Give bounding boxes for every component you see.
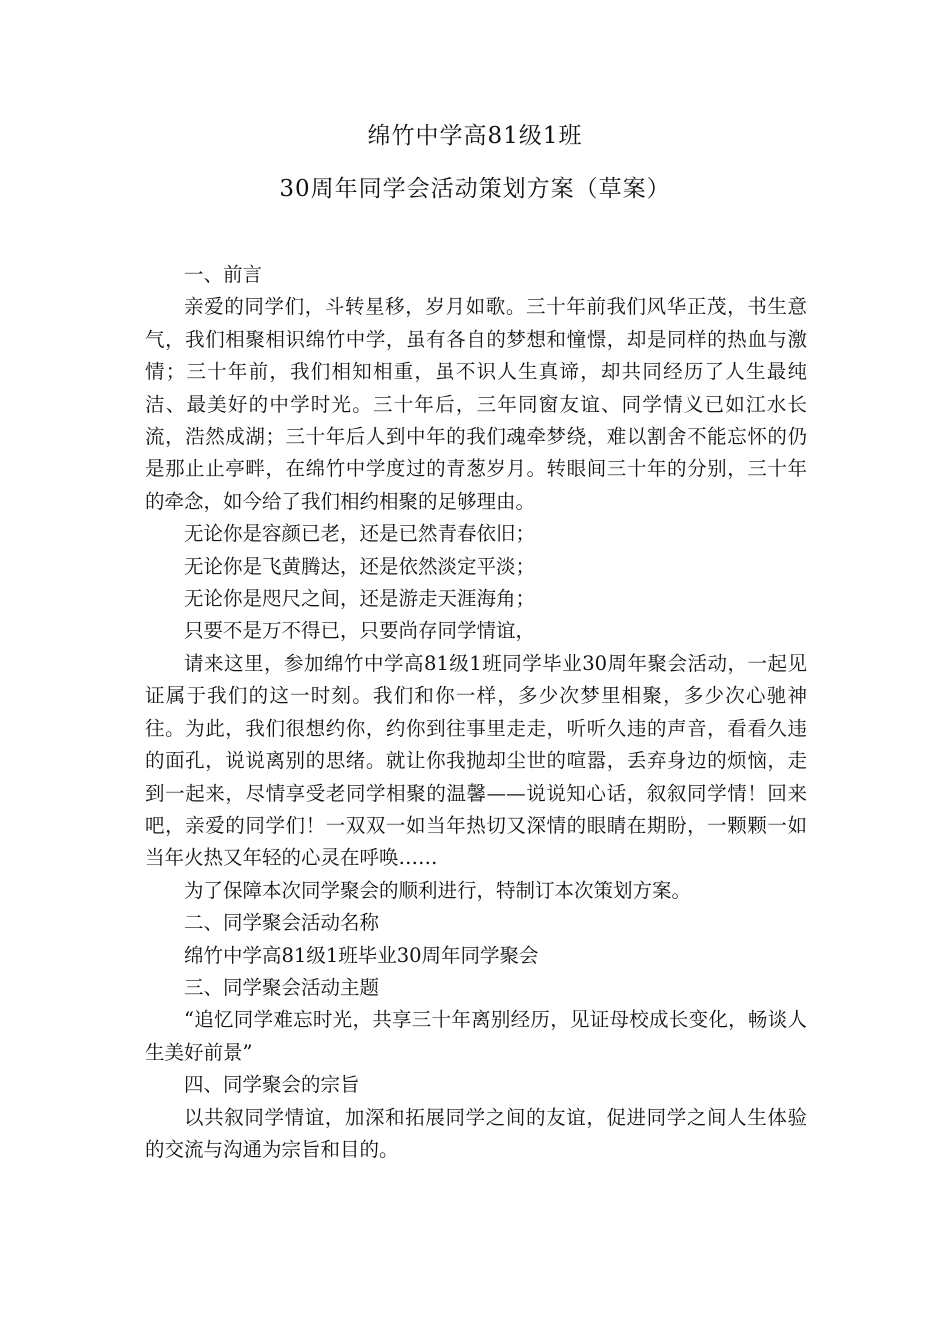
preface-paragraph: 亲爱的同学们，斗转星移，岁月如歌。三十年前我们风华正茂，书生意气，我们相聚相识绵竹中学，虽有各自的梦想和憧憬，却是同样的热血与激情；三十年前，我们相知相重，虽不识人生真谛，却共同经历了人生最纯洁、最美好的中学时光。三十年后，三年同窗友谊、同学情义已如江水长流，浩然成湖；三十年后人到中年的我们魂牵梦绕，难以割舍不能忘怀的仍是那止止亭畔，在绵竹中学度过的青葱岁月。转眼间三十年的分别，三十年的牵念，如今给了我们相约相聚的足够理由。 [145, 295, 807, 513]
verse-line: 只要不是万不得已，只要尚存同学情谊， [184, 619, 536, 643]
purpose-paragraph: 为了保障本次同学聚会的顺利进行，特制订本次策划方案。 [184, 878, 692, 902]
document-title-line-1: 绵竹中学高81级1班 [367, 123, 583, 149]
theme-text: “追忆同学难忘时光，共享三十年离别经历，见证母校成长变化，畅谈人生美好前景” [145, 1008, 807, 1064]
verse-line: 无论你是容颜已老，还是已然青春依旧； [184, 522, 536, 546]
verse-line: 无论你是咫尺之间，还是游走天涯海角； [184, 587, 536, 611]
invitation-paragraph: 请来这里，参加绵竹中学高81级1班同学毕业30周年聚会活动，一起见证属于我们的这一时刻。我们和你一样，多少次梦里相聚，多少次心驰神往。为此，我们很想约你，约你到往事里走走，听听久违的声音，看看久违的面孔，说说离别的思绪。就让你我抛却尘世的喧嚣，丢弃身边的烦恼，走到一起来，尽情享受老同学相聚的温馨——说说知心话，叙叙同学情！回来吧，亲爱的同学们！一双双一如当年热切又深情的眼睛在期盼，一颗颗一如当年火热又年轻的心灵在呼唤…… [145, 651, 807, 870]
section-heading-preface: 一、前言 [184, 263, 263, 286]
document-title-line-2: 30周年同学会活动策划方案（草案） [279, 176, 671, 202]
aim-text: 以共叙同学情谊，加深和拓展同学之间的友谊，促进同学之间人生体验的交流与沟通为宗旨和目的。 [145, 1105, 807, 1161]
verse-line: 无论你是飞黄腾达，还是依然淡定平淡； [184, 554, 536, 578]
document-body [145, 259, 807, 1166]
event-name-text: 绵竹中学高81级1班毕业30周年同学聚会 [184, 943, 539, 967]
section-heading-theme: 三、同学聚会活动主题 [184, 975, 380, 999]
section-heading-event-name: 二、同学聚会活动名称 [184, 911, 380, 935]
section-heading-aim: 四、同学聚会的宗旨 [184, 1073, 360, 1097]
